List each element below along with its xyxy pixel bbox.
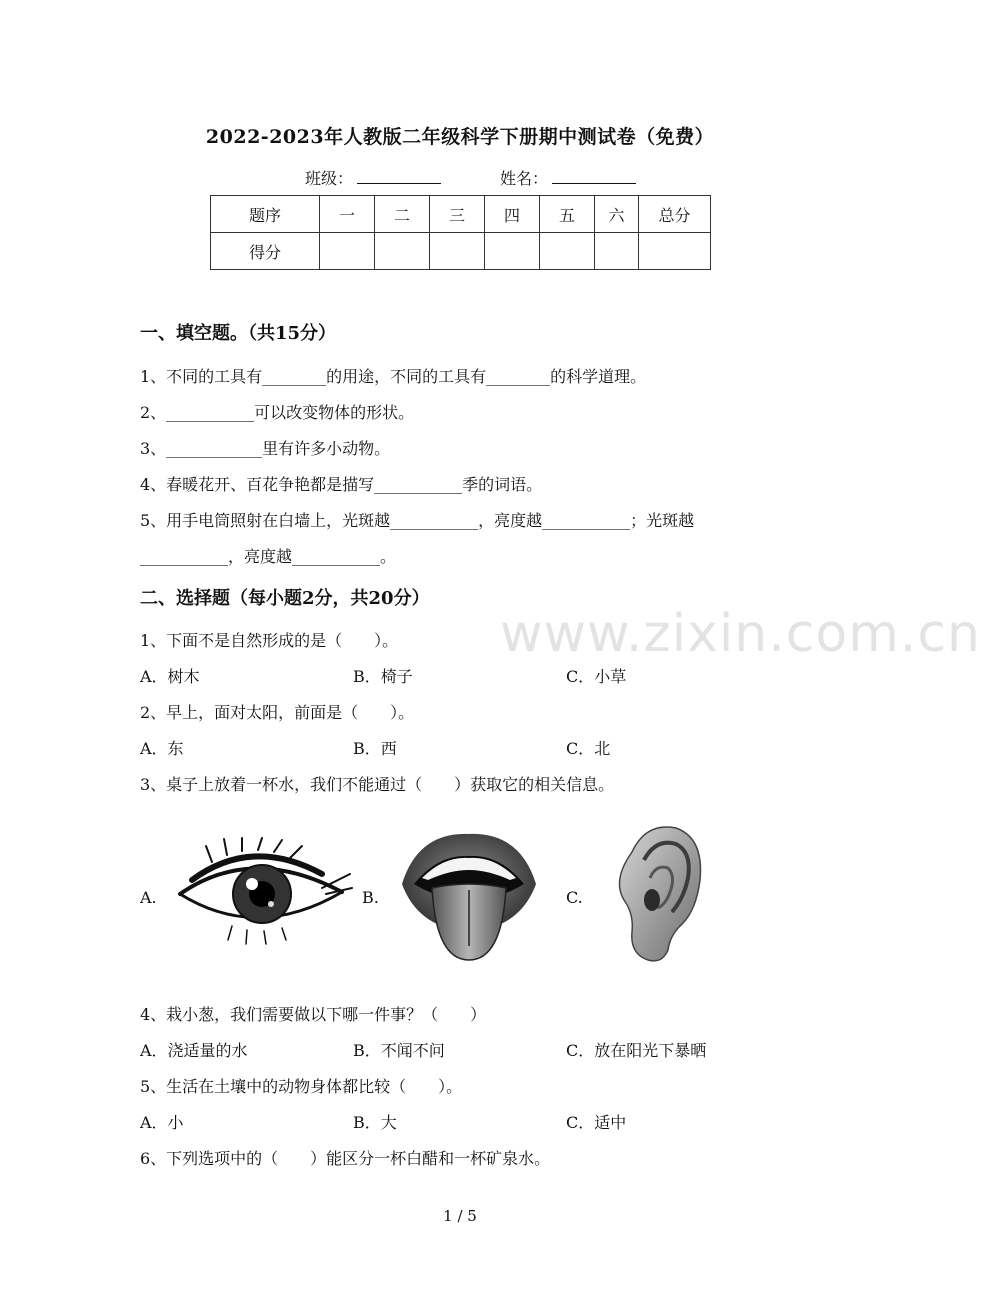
watermark: www.zixin.com.cn bbox=[500, 604, 981, 664]
s2-q5-option-b: B．大 bbox=[353, 1113, 397, 1132]
s2-q5-option-c: C．适中 bbox=[566, 1113, 627, 1132]
score-cell-empty bbox=[320, 233, 375, 270]
s1-question-2: 2、___________可以改变物体的形状。 bbox=[140, 403, 415, 422]
score-table-header-row bbox=[211, 196, 711, 233]
s2-q2-option-a: A．东 bbox=[140, 739, 184, 758]
s2-q2-option-b: B．西 bbox=[353, 739, 397, 758]
score-table-score-row bbox=[211, 233, 711, 270]
score-cell-empty bbox=[430, 233, 485, 270]
s2-q3-option-b: B. bbox=[362, 888, 379, 907]
s2-q4-option-b: B．不闻不问 bbox=[353, 1041, 445, 1060]
s1-question-1: 1、不同的工具有________的用途，不同的工具有________的科学道理。 bbox=[140, 367, 647, 386]
s1-question-4: 4、春暖花开、百花争艳都是描写___________季的词语。 bbox=[140, 475, 543, 494]
s2-q3-option-a: A. bbox=[140, 888, 157, 907]
eye-image bbox=[172, 838, 354, 946]
tongue-image bbox=[398, 828, 540, 962]
class-blank bbox=[357, 169, 441, 184]
s1-question-5b: ___________，亮度越___________。 bbox=[140, 547, 397, 566]
s1-question-5a: 5、用手电筒照射在白墙上，光斑越___________，亮度越___________；光斑越 bbox=[140, 511, 695, 530]
s2-question-5: 5、生活在土壤中的动物身体都比较（ ）。 bbox=[140, 1077, 463, 1096]
name-blank bbox=[552, 169, 636, 184]
s2-q1-option-b: B．椅子 bbox=[353, 667, 413, 686]
class-label: 班级： bbox=[305, 169, 354, 188]
s2-question-3: 3、桌子上放着一杯水，我们不能通过（ ）获取它的相关信息。 bbox=[140, 775, 615, 794]
page-number: 1 / 5 bbox=[443, 1207, 477, 1225]
score-cell: 五 bbox=[540, 196, 595, 233]
s2-q1-option-c: C．小草 bbox=[566, 667, 627, 686]
score-cell: 得分 bbox=[211, 233, 320, 270]
page-title: 2022-2023年人教版二年级科学下册期中测试卷（免费） bbox=[205, 126, 715, 148]
score-cell: 二 bbox=[375, 196, 430, 233]
name-label: 姓名： bbox=[500, 169, 549, 188]
score-cell: 题序 bbox=[211, 196, 320, 233]
s2-question-2: 2、早上，面对太阳，前面是（ ）。 bbox=[140, 703, 415, 722]
ear-image bbox=[610, 822, 706, 966]
s1-question-3: 3、____________里有许多小动物。 bbox=[140, 439, 391, 458]
score-cell-empty bbox=[485, 233, 540, 270]
score-cell: 总分 bbox=[639, 196, 711, 233]
s2-q4-option-c: C．放在阳光下暴晒 bbox=[566, 1041, 707, 1060]
s2-question-6: 6、下列选项中的（ ）能区分一杯白醋和一杯矿泉水。 bbox=[140, 1149, 551, 1168]
s2-q5-option-a: A．小 bbox=[140, 1113, 184, 1132]
score-table bbox=[210, 195, 711, 270]
s2-question-1: 1、下面不是自然形成的是（ ）。 bbox=[140, 631, 399, 650]
score-cell-empty bbox=[639, 233, 711, 270]
s2-q1-option-a: A．树木 bbox=[140, 667, 200, 686]
class-field bbox=[305, 166, 441, 189]
score-cell-empty bbox=[540, 233, 595, 270]
name-field bbox=[500, 166, 636, 189]
score-cell-empty bbox=[595, 233, 639, 270]
score-cell: 三 bbox=[430, 196, 485, 233]
s2-q4-option-a: A．浇适量的水 bbox=[140, 1041, 248, 1060]
s2-question-4: 4、栽小葱，我们需要做以下哪一件事？（ ） bbox=[140, 1005, 487, 1024]
section2-heading: 二、选择题（每小题2分，共20分） bbox=[140, 588, 430, 609]
score-cell: 一 bbox=[320, 196, 375, 233]
score-cell: 六 bbox=[595, 196, 639, 233]
score-cell-empty bbox=[375, 233, 430, 270]
s2-q2-option-c: C．北 bbox=[566, 739, 611, 758]
score-cell: 四 bbox=[485, 196, 540, 233]
s2-q3-option-c: C. bbox=[566, 888, 583, 907]
section1-heading: 一、填空题。（共15分） bbox=[140, 323, 337, 344]
